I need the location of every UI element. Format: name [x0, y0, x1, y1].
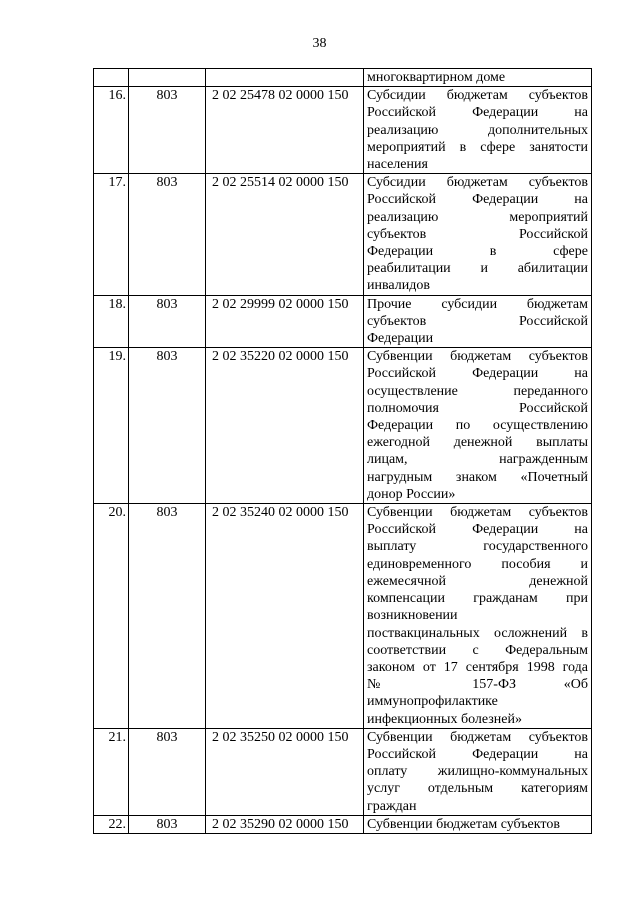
description-line: компенсации гражданам при	[367, 591, 588, 607]
description-line: населения	[367, 157, 428, 173]
description-cell	[364, 728, 592, 815]
page-number: 38	[312, 36, 327, 51]
description-line: выплату государственного	[367, 539, 588, 555]
description-line: Федерации в сфере	[367, 244, 588, 260]
description-line: Российской Федерации на	[367, 522, 588, 538]
description-line: услуг отдельным категориям	[367, 781, 588, 797]
description-line: Прочие субсидии бюджетам	[367, 296, 588, 312]
description-line: единовременного пособия и	[367, 556, 588, 572]
description-line: Федерации по осуществлению	[367, 418, 588, 434]
table-row	[94, 728, 592, 815]
description-line: ежегодной денежной выплаты	[367, 435, 588, 451]
description-cell	[364, 815, 592, 833]
administrator-code-cell: 803	[129, 815, 206, 833]
description-line: реализацию дополнительных	[367, 122, 588, 138]
description-line: Федерации	[367, 331, 434, 347]
row-number-cell: 18.	[94, 295, 129, 348]
description-line: инвалидов	[367, 278, 430, 294]
description-line: полномочия Российской	[367, 400, 588, 416]
description-line: инфекционных болезней»	[367, 711, 522, 727]
administrator-code-cell	[129, 69, 206, 87]
row-number-cell	[94, 69, 129, 87]
table-body	[94, 69, 592, 834]
table-row	[94, 174, 592, 295]
description-line: осуществление переданного	[367, 383, 588, 399]
description-line: реабилитации и абилитации	[367, 261, 588, 277]
budget-code-cell: 2 02 29999 02 0000 150	[206, 295, 364, 348]
table-row	[94, 815, 592, 833]
budget-code-cell: 2 02 35250 02 0000 150	[206, 728, 364, 815]
description-line: донор России»	[367, 486, 456, 502]
administrator-code-cell: 803	[129, 295, 206, 348]
table-row	[94, 348, 592, 504]
description-line: Субвенции бюджетам субъектов	[367, 349, 588, 365]
table-row	[94, 295, 592, 348]
description-line: соответствии с Федеральным	[367, 642, 588, 658]
row-number-cell: 17.	[94, 174, 129, 295]
row-number-cell: 20.	[94, 504, 129, 729]
description-line: Субсидии бюджетам субъектов	[367, 175, 588, 191]
table-row	[94, 87, 592, 174]
description-line: мероприятий в сфере занятости	[367, 139, 588, 155]
table-row	[94, 69, 592, 87]
description-line: Российской Федерации на	[367, 746, 588, 762]
budget-code-cell: 2 02 25514 02 0000 150	[206, 174, 364, 295]
description-line: Субвенции бюджетам субъектов	[367, 729, 588, 745]
row-number-cell: 16.	[94, 87, 129, 174]
description-line: Субвенции бюджетам субъектов	[367, 505, 588, 521]
description-line: нагрудным знаком «Почетный	[367, 469, 588, 485]
administrator-code-cell: 803	[129, 87, 206, 174]
description-line: иммунопрофилактике	[367, 694, 498, 710]
description-line: реализацию мероприятий	[367, 209, 588, 225]
description-line: Российской Федерации на	[367, 366, 588, 382]
budget-code-cell: 2 02 35290 02 0000 150	[206, 815, 364, 833]
description-line: Субсидии бюджетам субъектов	[367, 88, 588, 104]
description-line: Российской Федерации на	[367, 105, 588, 121]
row-number-cell: 21.	[94, 728, 129, 815]
description-cell	[364, 69, 592, 87]
description-line: поствакцинальных осложнений в	[367, 625, 588, 641]
table-row	[94, 504, 592, 729]
description-line: оплату жилищно-коммунальных	[367, 764, 588, 780]
description-cell	[364, 504, 592, 729]
administrator-code-cell: 803	[129, 348, 206, 504]
administrator-code-cell: 803	[129, 728, 206, 815]
budget-code-cell: 2 02 35240 02 0000 150	[206, 504, 364, 729]
description-line: лицам, награжденным	[367, 452, 588, 468]
description-line: № 157-ФЗ «Об	[367, 677, 588, 693]
description-cell	[364, 295, 592, 348]
description-cell	[364, 174, 592, 295]
description-line: возникновении	[367, 608, 458, 624]
description-line: Субвенции бюджетам субъектов	[367, 816, 560, 832]
description-line: субъектов Российской	[367, 226, 588, 242]
description-line: многоквартирном доме	[367, 70, 506, 85]
administrator-code-cell: 803	[129, 504, 206, 729]
row-number-cell: 22.	[94, 815, 129, 833]
description-cell	[364, 348, 592, 504]
description-line: граждан	[367, 798, 417, 814]
row-number-cell: 19.	[94, 348, 129, 504]
administrator-code-cell: 803	[129, 174, 206, 295]
budget-code-cell: 2 02 35220 02 0000 150	[206, 348, 364, 504]
budget-code-cell: 2 02 25478 02 0000 150	[206, 87, 364, 174]
description-line: субъектов Российской	[367, 313, 588, 329]
description-line: Российской Федерации на	[367, 192, 588, 208]
description-line: законом от 17 сентября 1998 года	[367, 659, 588, 675]
description-line: ежемесячной денежной	[367, 573, 588, 589]
description-cell	[364, 87, 592, 174]
income-codes-table	[93, 68, 592, 834]
budget-code-cell	[206, 69, 364, 87]
